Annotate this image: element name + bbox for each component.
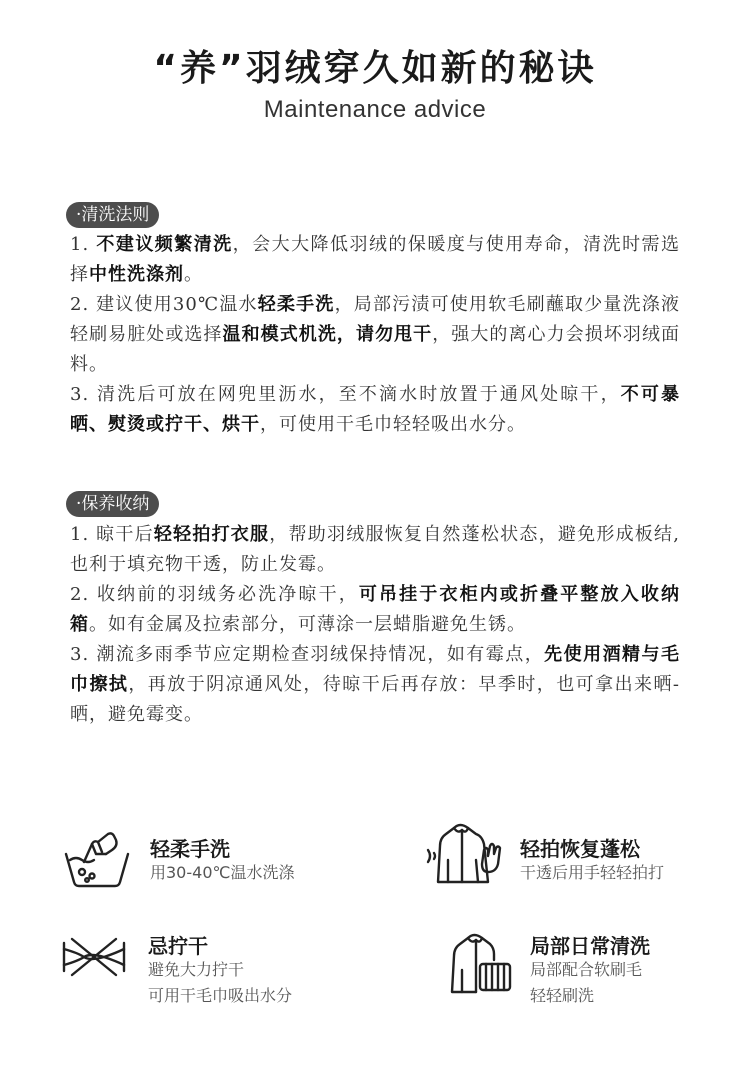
emphasis-text: 轻轻拍打衣服	[153, 524, 270, 545]
emphasis-text: 不可暴晒、熨烫或拧干、烘干	[70, 384, 681, 435]
rule-item	[70, 230, 680, 290]
icon-desc-line: 可用干毛巾吸出水分	[148, 986, 293, 1005]
body-text: 1. 晾干后	[70, 524, 154, 545]
icon-desc-line: 局部配合软刷毛	[530, 960, 643, 979]
brush-jacket-icon	[446, 930, 518, 998]
icon-desc-line: 干透后用手轻轻拍打	[520, 863, 665, 882]
body-text: ，可使用干毛巾轻轻吸出水分。	[260, 414, 526, 435]
body-text: ，帮助羽绒服恢复自然蓬松状态，避免形成板结,也利于填充物干透，防止发霉。	[70, 524, 681, 575]
pat-jacket-icon	[424, 820, 504, 892]
body-text: ，局部污渍可使用软毛刷蘸取少量洗涤液轻刷易脏处或选择	[70, 294, 681, 345]
body-text: 2. 建议使用30℃温水	[70, 294, 258, 315]
page-title: “养”羽绒穿久如新的秘诀	[153, 48, 597, 89]
body-text: 。	[184, 264, 203, 285]
body-text: 3. 潮流多雨季节应定期检查羽绒保持情况，如有霉点，	[70, 644, 545, 665]
rule-item	[70, 580, 680, 640]
icon-desc	[150, 860, 294, 886]
page-subtitle: Maintenance advice	[263, 96, 487, 123]
rule-item	[70, 640, 680, 730]
body-text: 3. 清洗后可放在网兜里沥水，至不滴水时放置于通风处晾干，	[70, 384, 621, 405]
icon-desc	[148, 957, 292, 1009]
rule-item	[70, 290, 680, 380]
icon-desc-line: 避免大力拧干	[148, 960, 245, 979]
icon-title: 忌拧干	[148, 934, 208, 958]
rule-item	[70, 520, 680, 580]
body-text: 1.	[70, 234, 97, 255]
emphasis-text: 可吊挂于衣柜内或折叠平整放入收纳箱	[70, 584, 680, 635]
section-tag-washing: ·清洗法则	[66, 202, 159, 228]
body-text: ，强大的离心力会损坏羽绒面料。	[70, 324, 681, 375]
section-tag-storage: ·保养收纳	[66, 491, 159, 517]
section-washing-text	[70, 230, 680, 440]
emphasis-text: 温和模式机洗，请勿甩干	[222, 324, 433, 345]
hand-wash-icon	[62, 826, 132, 890]
emphasis-text: 先使用酒精与毛巾擦拭	[70, 644, 680, 695]
body-text: ，会大大降低羽绒的保暖度与使用寿命，清洗时需选择	[70, 234, 681, 285]
icon-desc	[530, 957, 642, 1009]
icon-desc-line: 用30-40℃温水洗涤	[150, 863, 295, 882]
body-text: 2. 收纳前的羽绒务必洗净晾干，	[70, 584, 359, 605]
icon-title: 轻拍恢复蓬松	[520, 837, 640, 861]
icon-title: 局部日常清洗	[530, 934, 650, 958]
no-wring-icon	[58, 935, 130, 979]
emphasis-text: 不建议频繁清洗	[96, 234, 233, 255]
section-storage-text	[70, 520, 680, 730]
emphasis-text: 中性洗涤剂	[89, 264, 184, 285]
body-text: 。如有金属及拉索部分，可薄涂一层蜡脂避免生锈。	[89, 614, 526, 635]
rule-item	[70, 380, 680, 440]
icon-desc-line: 轻轻刷洗	[530, 986, 595, 1005]
icon-desc	[520, 860, 664, 886]
body-text: ，再放于阴凉通风处，待晾干后再存放：早季时，也可拿出来晒-晒，避免霉变。	[70, 674, 680, 725]
emphasis-text: 轻柔手洗	[257, 294, 335, 315]
icon-title: 轻柔手洗	[150, 837, 230, 861]
